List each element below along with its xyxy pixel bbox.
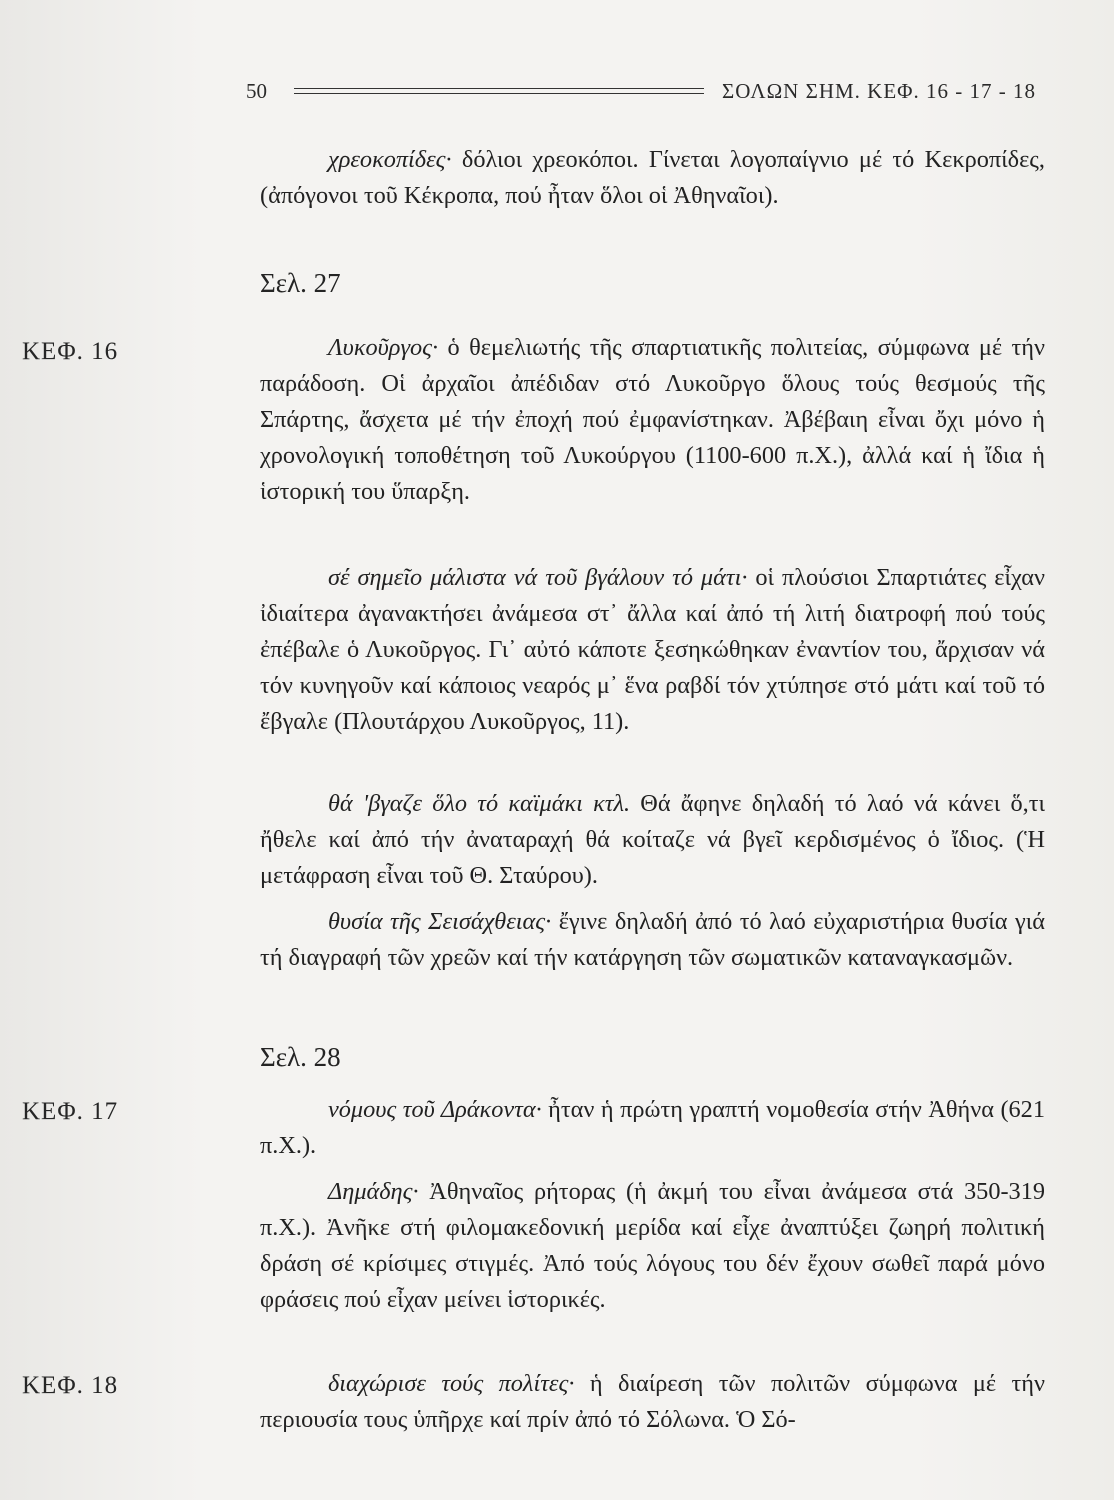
- entry-lykourgos: [260, 330, 1045, 510]
- entry-lemma: διαχώρισε τούς πολίτες·: [328, 1370, 575, 1397]
- entry-lemma: νόμους τοῦ Δράκοντα·: [328, 1096, 542, 1123]
- entry-text: ὁ θεμελιωτής τῆς σπαρτιατικῆς πολιτείας, σύμφωνα μέ τήν παράδοση. Οἱ ἀρχαῖοι ἀπέδιδαν στό Λυκοῦργο ὅλους τούς θεσμούς τῆς Σπάρτης, ἄσχετα μέ τήν ἐποχή πού ἐμφανίστηκαν. Ἀβέβαιη εἶναι ὄχι μόνο ἡ χρονολογική τοποθέτηση τοῦ Λυκούργου (1100-600 π.Χ.), ἀλλά καί ἡ ἴδια ἡ ἱστορική του ὕπαρξη.: [260, 334, 1045, 505]
- entry-lemma: Λυκοῦργος·: [328, 334, 439, 361]
- entry-demades: [260, 1174, 1045, 1318]
- section-heading-sel-28: Σελ. 28: [260, 1042, 341, 1072]
- entry-text: Ἀθηναῖος ρήτορας (ἡ ἀκμή του εἶναι ἀνάμεσα στά 350-319 π.Χ.). Ἀνῆκε στή φιλομακεδονική μερίδα καί εἶχε ἀναπτύξει ζωηρή πολιτική δράση σέ κρίσιμες στιγμές. Ἀπό τούς λόγους του δέν ἔχουν σωθεῖ παρά μόνο φράσεις πού εἶχαν μείνει ἱστορικές.: [260, 1178, 1045, 1313]
- running-head: ΣΟΛΩΝ ΣΗΜ. ΚΕΦ. 16 - 17 - 18: [721, 78, 1036, 103]
- header-rule: [294, 88, 704, 94]
- entry-mati: [260, 560, 1045, 740]
- entry-text: ἔγινε δηλαδή ἀπό τό λαό εὐχαριστήρια θυσία γιά τή διαγραφή τῶν χρεῶν καί τήν κατάργηση τῶν σωματικῶν καταναγκασμῶν.: [260, 908, 1046, 971]
- entry-lemma: θυσία τῆς Σεισάχθειας·: [328, 908, 552, 935]
- section-heading-sel-27: Σελ. 27: [260, 268, 341, 298]
- entry-drakon: [260, 1092, 1045, 1164]
- entry-text: οἱ πλούσιοι Σπαρτιάτες εἶχαν ἰδιαίτερα ἀγανακτήσει ἀνάμεσα στ᾽ ἄλλα καί ἀπό τή λιτή διατροφή πού τούς ἐπέβαλε ὁ Λυκοῦργος. Γι᾽ αὐτό κάποτε ξεσηκώθηκαν ἐναντίον του, ἄρχισαν νά τόν κυνηγοῦν καί κάποιος νεαρός μ᾽ ἕνα ραβδί τόν χτύπησε στό μάτι καί τοῦ τό ἔβγαλε (Πλουτάρχου Λυκοῦργος, 11).: [260, 564, 1045, 735]
- entry-text: ἡ διαίρεση τῶν πολιτῶν σύμφωνα μέ τήν περιουσία τους ὑπῆρχε καί πρίν ἀπό τό Σόλωνα. Ὁ Σό-: [260, 1370, 1045, 1433]
- entry-politai: [260, 1366, 1045, 1438]
- entry-lemma: σέ σημεῖο μάλιστα νά τοῦ βγάλουν τό μάτι·: [328, 564, 748, 591]
- entry-lemma: χρεοκοπίδες·: [328, 146, 452, 173]
- entry-text: Θά ἄφηνε δηλαδή τό λαό νά κάνει ὅ,τι ἤθελε καί ἀπό τήν ἀναταραχή θά κοίταζε νά βγεῖ κερδισμένος ὁ ἴδιος. (Ἡ μετάφραση εἶναι τοῦ Θ. Σταύρου).: [260, 790, 1045, 889]
- entry-lemma: θά 'βγαζε ὅλο τό καϊμάκι κτλ.: [328, 790, 631, 817]
- page-number: 50: [246, 78, 267, 103]
- margin-label-kef-18: ΚΕΦ. 18: [22, 1372, 119, 1399]
- margin-label-kef-17: ΚΕΦ. 17: [22, 1098, 119, 1125]
- margin-label-kef-16: ΚΕΦ. 16: [22, 338, 119, 365]
- entry-seisachtheia: [260, 904, 1045, 976]
- entry-text: ἦταν ἡ πρώτη γραπτή νομοθεσία στήν Ἀθήνα (621 π.Χ.).: [260, 1096, 1045, 1159]
- entry-lemma: Δημάδης·: [328, 1178, 419, 1205]
- entry-text: δόλιοι χρεοκόποι. Γίνεται λογοπαίγνιο μέ τό Κεκροπίδες, (ἀπόγονοι τοῦ Κέκροπα, πού ἦταν ὅλοι οἱ Ἀθηναῖοι).: [260, 146, 1045, 209]
- entry-kaimaki: [260, 786, 1045, 894]
- page-header: [246, 76, 1036, 106]
- entry-chreokopides: [260, 142, 1045, 214]
